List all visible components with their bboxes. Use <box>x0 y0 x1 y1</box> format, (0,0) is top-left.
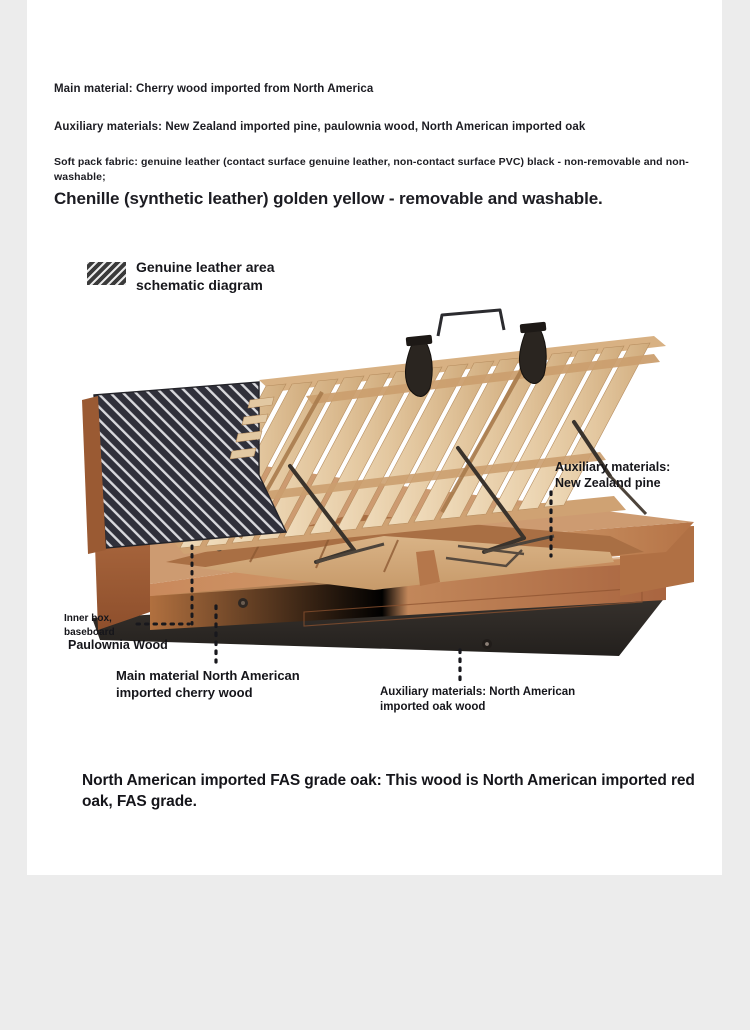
callout-pine <box>555 459 670 491</box>
callout-pine-line1: Auxiliary materials: <box>555 460 671 474</box>
auxiliary-materials-text: Auxiliary materials: New Zealand imported pine, paulownia wood, North American imported oak <box>54 120 586 133</box>
material-spec-block <box>54 82 699 210</box>
diagonal-hatch-swatch-icon <box>87 262 126 285</box>
soft-pack-fabric-text: Soft pack fabric: genuine leather (contact surface genuine leather, non-contact surface PVC) black - non-removable and non-washable; <box>54 156 689 183</box>
callout-inner-line1: Inner box, <box>64 613 112 624</box>
fas-grade-oak-note: North American imported FAS grade oak: This wood is North American imported red oak, FAS grade. <box>82 772 695 811</box>
legend-label <box>136 258 275 294</box>
bed-diagram-svg <box>54 300 749 720</box>
storage-bed-illustration <box>54 300 749 720</box>
product-detail-card <box>27 0 722 875</box>
callout-paulownia: Paulownia Wood <box>68 638 168 652</box>
oak-leader-anchor-center <box>485 642 489 646</box>
legend-label-line1: Genuine leather area <box>136 259 275 275</box>
callout-oak-line2: imported oak wood <box>380 700 486 713</box>
callout-pine-line2: New Zealand pine <box>555 476 661 490</box>
main-material-text: Main material: Cherry wood imported from North America <box>54 83 374 95</box>
metal-lift-handle <box>438 310 504 336</box>
callout-inner-line2: baseboard <box>64 626 115 638</box>
callout-inner-box <box>64 612 115 639</box>
genuine-leather-legend <box>87 258 275 294</box>
callout-oak-line1: Auxiliary materials: North American <box>380 686 576 698</box>
hardware-bolt-lower-center <box>241 601 245 605</box>
chenille-text: Chenille (synthetic leather) golden yellow - removable and washable. <box>54 188 603 208</box>
callout-oak <box>380 685 575 714</box>
callout-cherry-line2: imported cherry wood <box>116 684 253 700</box>
callout-cherry <box>116 668 300 701</box>
callout-cherry-line1: Main material North American <box>116 668 300 683</box>
legend-label-line2: schematic diagram <box>136 277 263 294</box>
